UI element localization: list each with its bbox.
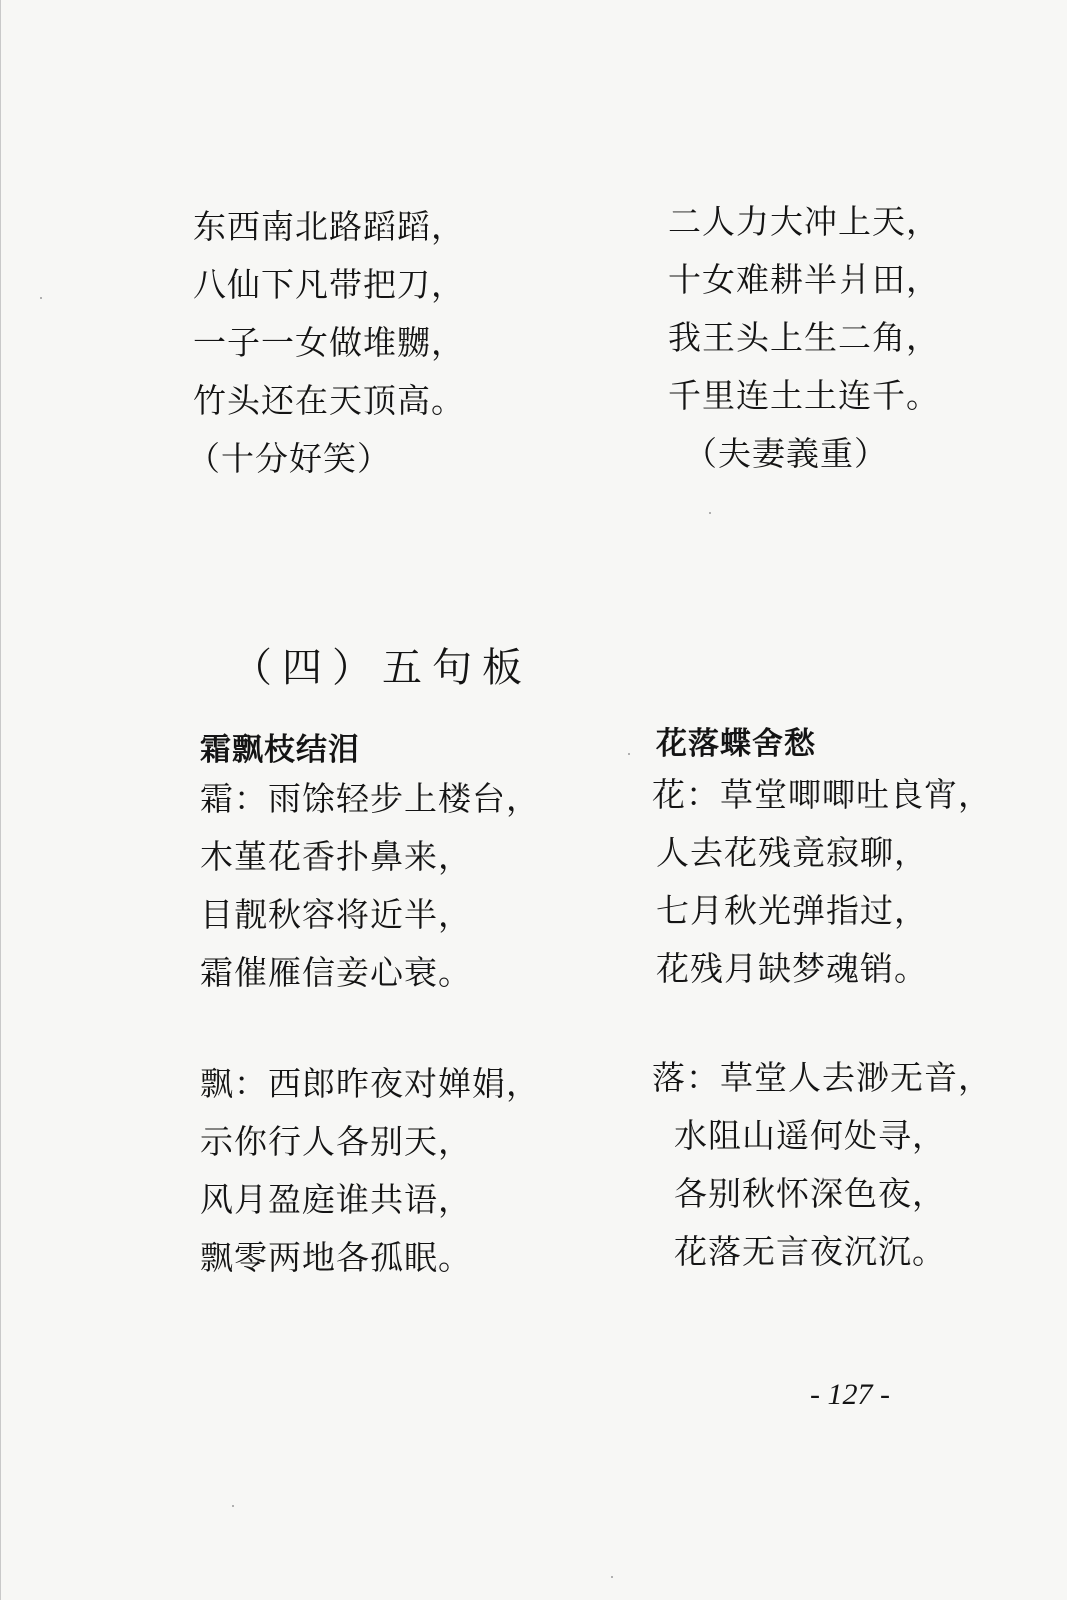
poem-line: 木堇花香扑鼻来， bbox=[200, 837, 472, 876]
scan-edge-line bbox=[0, 0, 1, 1600]
section-heading: （四）五句板 bbox=[232, 645, 532, 691]
poem-line: 十女难耕半爿田， bbox=[668, 260, 940, 299]
poem-line: 风月盈庭谁共语， bbox=[200, 1180, 472, 1219]
left-stanza-2 bbox=[200, 1055, 540, 1287]
riddle-poem-left bbox=[187, 198, 465, 488]
scan-speck bbox=[40, 297, 42, 299]
poem-line: 落：草堂人去渺无音， bbox=[652, 1058, 992, 1097]
riddle-poem-right bbox=[668, 193, 940, 483]
scan-speck bbox=[232, 1505, 234, 1507]
poem-line: 人去花残竟寂聊， bbox=[656, 833, 928, 872]
right-stanza-1 bbox=[652, 766, 992, 998]
poem-line: 霜：雨馀轻步上楼台， bbox=[200, 779, 540, 818]
poem-line: 花残月缺梦魂销。 bbox=[656, 949, 928, 988]
poem-title-left: 霜飘枝结泪 bbox=[200, 732, 360, 768]
poem-line: 二人力大冲上天， bbox=[668, 202, 940, 241]
poem-line: 花落无言夜沉沉。 bbox=[674, 1232, 946, 1271]
poem-line: 七月秋光弹指过， bbox=[656, 891, 928, 930]
right-stanza-2 bbox=[652, 1049, 992, 1281]
poem-line: 飘：西郎昨夜对婵娟， bbox=[200, 1064, 540, 1103]
riddle-answer: （十分好笑） bbox=[187, 439, 391, 478]
poem-line: 一子一女做堆嬲， bbox=[193, 323, 465, 362]
poem-line: 水阻山遥何处寻， bbox=[674, 1116, 946, 1155]
poem-line: 各别秋怀深色夜， bbox=[674, 1174, 946, 1213]
poem-line: 东西南北路蹈蹈， bbox=[193, 207, 465, 246]
scan-speck bbox=[611, 1576, 613, 1578]
poem-line: 示你行人各别天， bbox=[200, 1122, 472, 1161]
page-number: - 127 - bbox=[810, 1378, 890, 1411]
scan-speck bbox=[628, 753, 630, 755]
poem-line: 竹头还在天顶高。 bbox=[193, 381, 465, 420]
poem-line: 花：草堂唧唧吐良宵， bbox=[652, 775, 992, 814]
poem-line: 我王头上生二角， bbox=[668, 318, 940, 357]
poem-line: 千里连土土连千。 bbox=[668, 376, 940, 415]
poem-line: 八仙下凡带把刀， bbox=[193, 265, 465, 304]
poem-line: 霜催雁信妾心衰。 bbox=[200, 953, 472, 992]
left-stanza-1 bbox=[200, 770, 540, 1002]
poem-line: 飘零两地各孤眠。 bbox=[200, 1238, 472, 1277]
riddle-answer: （夫妻義重） bbox=[684, 434, 888, 473]
poem-line: 目靓秋容将近半， bbox=[200, 895, 472, 934]
scan-speck bbox=[709, 512, 711, 514]
poem-title-right: 花落蝶舍愁 bbox=[656, 726, 816, 762]
